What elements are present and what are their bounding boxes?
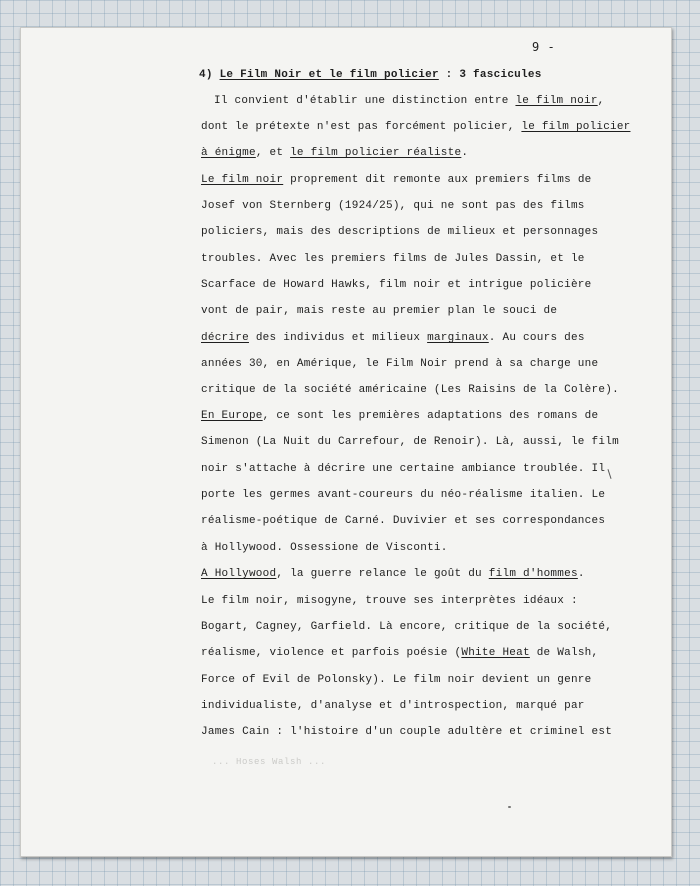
text-run: , la guerre relance le goût du bbox=[276, 568, 489, 580]
pen-mark bbox=[607, 469, 611, 479]
underlined-term: film d'hommes bbox=[488, 568, 578, 580]
paragraph-2-line-15: à Hollywood. Ossessione de Visconti. bbox=[201, 542, 448, 554]
paragraph-3-line-3: Bogart, Cagney, Garfield. Là encore, critique de la société, bbox=[201, 621, 613, 633]
underlined-term: le film noir bbox=[515, 95, 598, 107]
text-run: dont le prétexte n'est pas forcément policier, bbox=[201, 121, 522, 133]
faint-bleed-through-text: ... Hoses Walsh ... bbox=[212, 757, 327, 767]
paragraph-2-line-9: critique de la société américaine (Les Raisins de la Colère). bbox=[201, 384, 619, 396]
underlined-term: le film policier bbox=[521, 121, 631, 133]
text-run: des individus et milieux bbox=[248, 332, 428, 344]
text-run: réalisme, violence et parfois poésie ( bbox=[201, 647, 462, 659]
text-run: , ce sont les premières adaptations des romans de bbox=[262, 410, 599, 422]
text-run: proprement dit remonte aux premiers films de bbox=[283, 174, 592, 186]
paragraph-2-line-13: porte les germes avant-coureurs du néo-réalisme italien. Le bbox=[201, 489, 606, 501]
paragraph-1-line-3 bbox=[201, 146, 468, 160]
paragraph-2-line-14: réalisme-poétique de Carné. Duvivier et ses correspondances bbox=[201, 515, 606, 527]
paragraph-2-line-5: Scarface de Howard Hawks, film noir et intrigue policière bbox=[201, 279, 592, 291]
text-run: , bbox=[597, 95, 605, 107]
section-subtitle: : 3 fascicules bbox=[445, 69, 542, 81]
underlined-term: marginaux bbox=[427, 332, 489, 344]
underlined-term: à énigme bbox=[201, 147, 256, 159]
paragraph-2-line-7 bbox=[201, 331, 585, 345]
text-run: . Au cours des bbox=[488, 332, 585, 344]
section-number: 4) bbox=[199, 69, 213, 81]
text-run: , et bbox=[255, 147, 291, 159]
underlined-term: Le film noir bbox=[201, 174, 284, 186]
paragraph-3-line-5: Force of Evil de Polonsky). Le film noir devient un genre bbox=[201, 674, 592, 686]
paragraph-2-line-8: années 30, en Amérique, le Film Noir prend à sa charge une bbox=[201, 358, 599, 370]
paragraph-3-line-1 bbox=[201, 567, 585, 581]
text-run: de Walsh, bbox=[529, 647, 599, 659]
underlined-term: décrire bbox=[201, 332, 249, 344]
paragraph-2-line-11: Simenon (La Nuit du Carrefour, de Renoir). Là, aussi, le film bbox=[201, 436, 619, 448]
paragraph-2-line-1 bbox=[201, 173, 592, 187]
paper-speck bbox=[508, 806, 511, 808]
paragraph-2-line-10 bbox=[201, 409, 598, 423]
paragraph-1-line-1 bbox=[214, 94, 605, 108]
underlined-term: En Europe bbox=[201, 410, 263, 422]
paragraph-3-line-6: individualiste, d'analyse et d'introspection, marqué par bbox=[201, 700, 585, 712]
paragraph-2-line-2: Josef von Sternberg (1924/25), qui ne sont pas des films bbox=[201, 200, 585, 212]
paragraph-2-line-6: vont de pair, mais reste au premier plan le souci de bbox=[201, 305, 558, 317]
section-heading bbox=[199, 68, 542, 82]
paragraph-2-line-4: troubles. Avec les premiers films de Jules Dassin, et le bbox=[201, 253, 585, 265]
text-run: Il convient d'établir une distinction entre bbox=[214, 95, 516, 107]
paragraph-1-line-2 bbox=[201, 120, 630, 134]
underlined-term: le film policier réaliste bbox=[290, 147, 462, 159]
text-run: . bbox=[461, 147, 469, 159]
paragraph-3-line-2: Le film noir, misogyne, trouve ses interprètes idéaux : bbox=[201, 595, 578, 607]
underlined-term: White Heat bbox=[461, 647, 530, 659]
paragraph-3-line-7: James Cain : l'histoire d'un couple adultère et criminel est bbox=[201, 726, 613, 738]
page-number: 9 - bbox=[532, 40, 556, 54]
paragraph-3-line-4 bbox=[201, 646, 598, 660]
document-page bbox=[20, 27, 672, 857]
text-run: . bbox=[577, 568, 585, 580]
section-title: Le Film Noir et le film policier bbox=[219, 69, 439, 81]
paragraph-2-line-12: noir s'attache à décrire une certaine ambiance troublée. Il bbox=[201, 463, 606, 475]
underlined-term: A Hollywood bbox=[201, 568, 277, 580]
paragraph-2-line-3: policiers, mais des descriptions de milieux et personnages bbox=[201, 226, 599, 238]
